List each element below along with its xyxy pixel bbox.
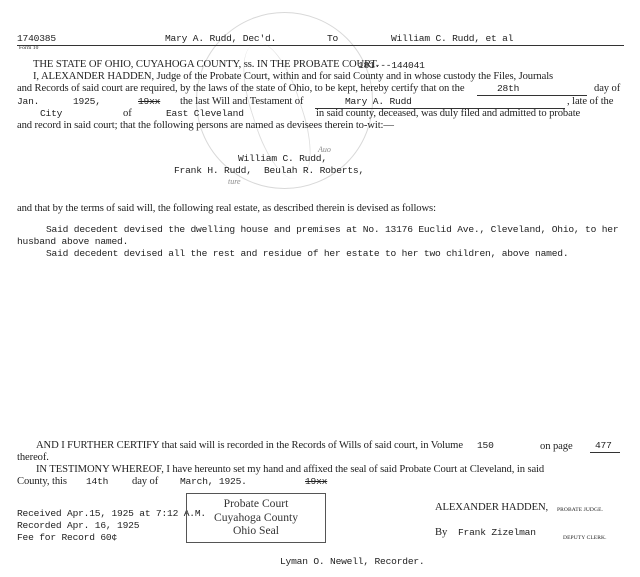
certificate-line-2: and Records of said court are required, by the laws of the state of Ohio, to be kept, hereby certify that on the <box>17 83 465 94</box>
case-number: 181---144041 <box>358 60 425 71</box>
certificate-line-1: I, ALEXANDER HADDEN, Judge of the Probate Court, within and for said County and in whose custody the Files, Journals <box>33 71 554 82</box>
record-fee: Fee for Record 60¢ <box>17 532 118 543</box>
by-label: By <box>435 527 448 538</box>
testimony-line: IN TESTIMONY WHEREOF, I have hereunto set my hand and affixed the seal of said Probate Court at Cleveland, in said <box>36 464 545 475</box>
grantee-heading: William C. Rudd, et al <box>391 33 514 44</box>
to-label: To <box>327 33 339 44</box>
testimony-struck-year: 19xx <box>305 476 328 487</box>
volume-number: 150 <box>477 440 494 451</box>
devisee-frank: Frank H. Rudd, <box>174 165 252 176</box>
seal-line-3: Ohio Seal <box>232 524 280 538</box>
devisee-beulah: Beulah R. Roberts, <box>264 165 365 176</box>
devisee-william: William C. Rudd, <box>238 153 327 164</box>
county-this-label: County, this <box>17 476 67 487</box>
of-label: of <box>123 108 132 119</box>
page-number-rule <box>590 452 620 453</box>
judge-title: PROBATE JUDGE. <box>557 507 604 513</box>
day-of-label: day of <box>594 83 621 94</box>
seal-line-2: Cuyahoga County <box>213 510 299 524</box>
page-number: 477 <box>595 440 612 451</box>
probate-court-seal <box>186 493 326 543</box>
decedent-name: Mary A. Rudd <box>345 96 412 107</box>
filing-month: Jan. <box>17 96 40 107</box>
testimony-day-of: day of <box>132 476 159 487</box>
testimony-day: 14th <box>86 476 109 487</box>
judge-name: ALEXANDER HADDEN, <box>435 502 549 513</box>
form-number: Form 10 <box>19 45 39 51</box>
clerk-title: DEPUTY CLERK. <box>563 535 607 541</box>
real-estate-intro: and that by the terms of said will, the following real estate, as described therein is devised as follows: <box>17 203 436 214</box>
city-label: City <box>40 108 63 119</box>
clerk-name: Frank Zizelman <box>458 527 536 538</box>
thereof-text: thereof. <box>17 452 49 463</box>
received-date: Received Apr.15, 1925 at 7:12 A.M. <box>17 508 206 519</box>
recording-line-1: AND I FURTHER CERTIFY that said will is recorded in the Records of Wills of said court, in Volume <box>36 440 463 451</box>
certificate-line-6: and record in said court; that the following persons are named as devisees therein to-wit:— <box>17 120 394 131</box>
devise-paragraph-1-line-2: husband above named. <box>17 236 129 247</box>
record-number: 1740385 <box>17 33 56 44</box>
city-name: East Cleveland <box>166 108 244 119</box>
page-label: on page <box>540 441 573 452</box>
filing-year: 1925, <box>73 96 101 107</box>
testimony-month-year: March, 1925. <box>180 476 247 487</box>
decedent-heading: Mary A. Rudd, Dec'd. <box>165 33 277 44</box>
pencil-note-a: Auo <box>318 145 331 154</box>
caption-title: THE STATE OF OHIO, CUYAHOGA COUNTY, ss. IN THE PROBATE COURT. <box>33 59 379 70</box>
pencil-note-b: ture <box>228 177 241 186</box>
late-of-label: , late of the <box>567 96 614 107</box>
filing-day: 28th <box>497 83 520 94</box>
devise-paragraph-2: Said decedent devised all the rest and residue of her estate to her two children, above named. <box>46 248 569 259</box>
struck-year: 19xx <box>138 96 161 107</box>
certificate-line-5: in said county, deceased, was duly filed and admitted to probate <box>316 108 581 119</box>
seal-line-1: Probate Court <box>223 497 289 510</box>
header-rule <box>17 45 624 46</box>
recorder-name: Lyman O. Newell, Recorder. <box>280 556 425 567</box>
will-text: the last Will and Testament of <box>180 96 304 107</box>
recorded-date: Recorded Apr. 16, 1925 <box>17 520 140 531</box>
devise-paragraph-1-line-1: Said decedent devised the dwelling house and premises at No. 13176 Euclid Ave., Cleveland, Ohio, to her <box>46 224 619 235</box>
